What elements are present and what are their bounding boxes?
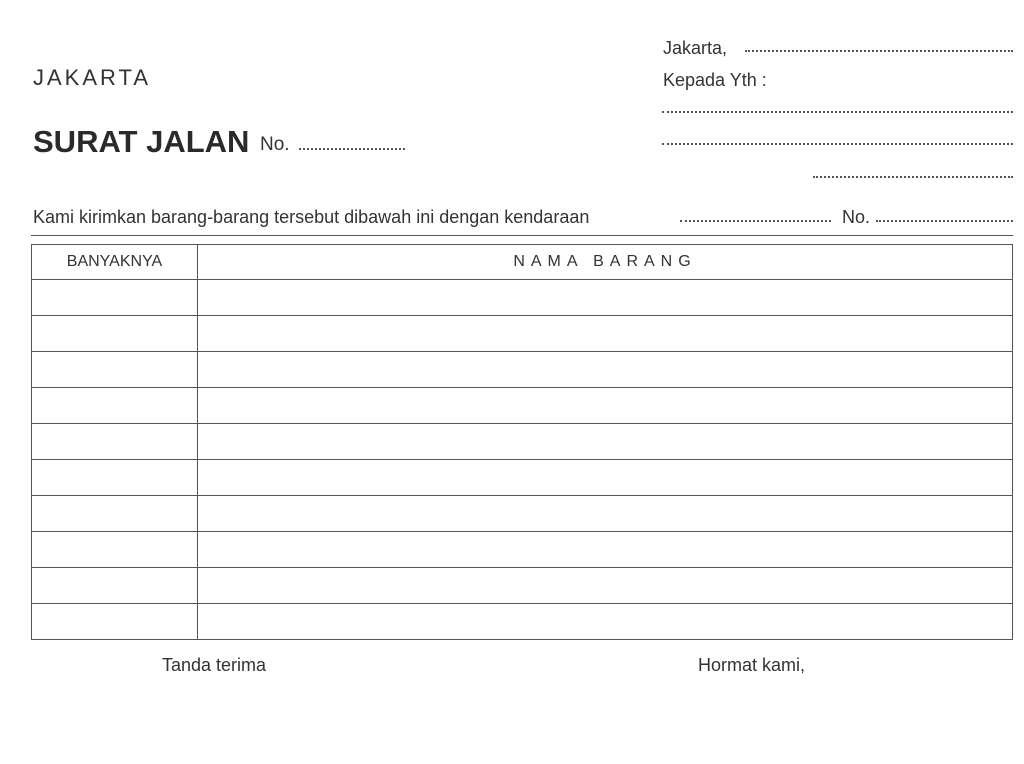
table-row (32, 568, 1013, 604)
recipient-line-2[interactable] (662, 143, 1013, 145)
item-name-cell[interactable] (198, 496, 1013, 532)
table-row (32, 316, 1013, 352)
received-signature-label: Tanda terima (162, 655, 267, 675)
intro-text: Kami kirimkan barang-barang tersebut dibawah ini dengan kendaraan (33, 207, 590, 227)
document-title: SURAT JALAN (33, 124, 250, 159)
place-date-label: Jakarta, (663, 38, 728, 58)
place-date-row (663, 38, 727, 59)
goods-table (31, 244, 1013, 640)
vehicle-field[interactable] (680, 220, 831, 222)
table-header-row (32, 245, 1013, 280)
quantity-cell[interactable] (32, 316, 198, 352)
quantity-cell[interactable] (32, 352, 198, 388)
table-row (32, 352, 1013, 388)
table-row (32, 532, 1013, 568)
item-name-cell[interactable] (198, 388, 1013, 424)
vehicle-no-label: No. (842, 207, 871, 227)
document-number-label (260, 134, 405, 156)
table-row (32, 388, 1013, 424)
item-name-cell[interactable] (198, 316, 1013, 352)
table-row (32, 460, 1013, 496)
quantity-cell[interactable] (32, 280, 198, 316)
column-header-item-name: NAMA BARANG (198, 245, 1013, 280)
recipient-line-1[interactable] (662, 111, 1013, 113)
intro-sentence (33, 207, 589, 228)
column-header-quantity: BANYAKNYA (32, 245, 198, 280)
quantity-cell[interactable] (32, 568, 198, 604)
document-number-field[interactable] (299, 148, 405, 150)
item-name-cell[interactable] (198, 532, 1013, 568)
city-heading: JAKARTA (33, 65, 151, 90)
table-row (32, 424, 1013, 460)
vehicle-no-field[interactable] (876, 220, 1013, 222)
quantity-cell[interactable] (32, 496, 198, 532)
quantity-cell[interactable] (32, 424, 198, 460)
table-top-rule (31, 235, 1013, 236)
regards-signature-label: Hormat kami, (698, 655, 806, 675)
table-row (32, 280, 1013, 316)
item-name-cell[interactable] (198, 568, 1013, 604)
table-row (32, 604, 1013, 640)
item-name-cell[interactable] (198, 460, 1013, 496)
quantity-cell[interactable] (32, 460, 198, 496)
date-field[interactable] (745, 50, 1013, 52)
number-label-text: No. (260, 134, 290, 155)
recipient-label: Kepada Yth : (663, 70, 767, 90)
recipient-line-3[interactable] (813, 176, 1013, 178)
table-row (32, 496, 1013, 532)
item-name-cell[interactable] (198, 352, 1013, 388)
quantity-cell[interactable] (32, 604, 198, 640)
item-name-cell[interactable] (198, 280, 1013, 316)
quantity-cell[interactable] (32, 388, 198, 424)
item-name-cell[interactable] (198, 604, 1013, 640)
item-name-cell[interactable] (198, 424, 1013, 460)
quantity-cell[interactable] (32, 532, 198, 568)
